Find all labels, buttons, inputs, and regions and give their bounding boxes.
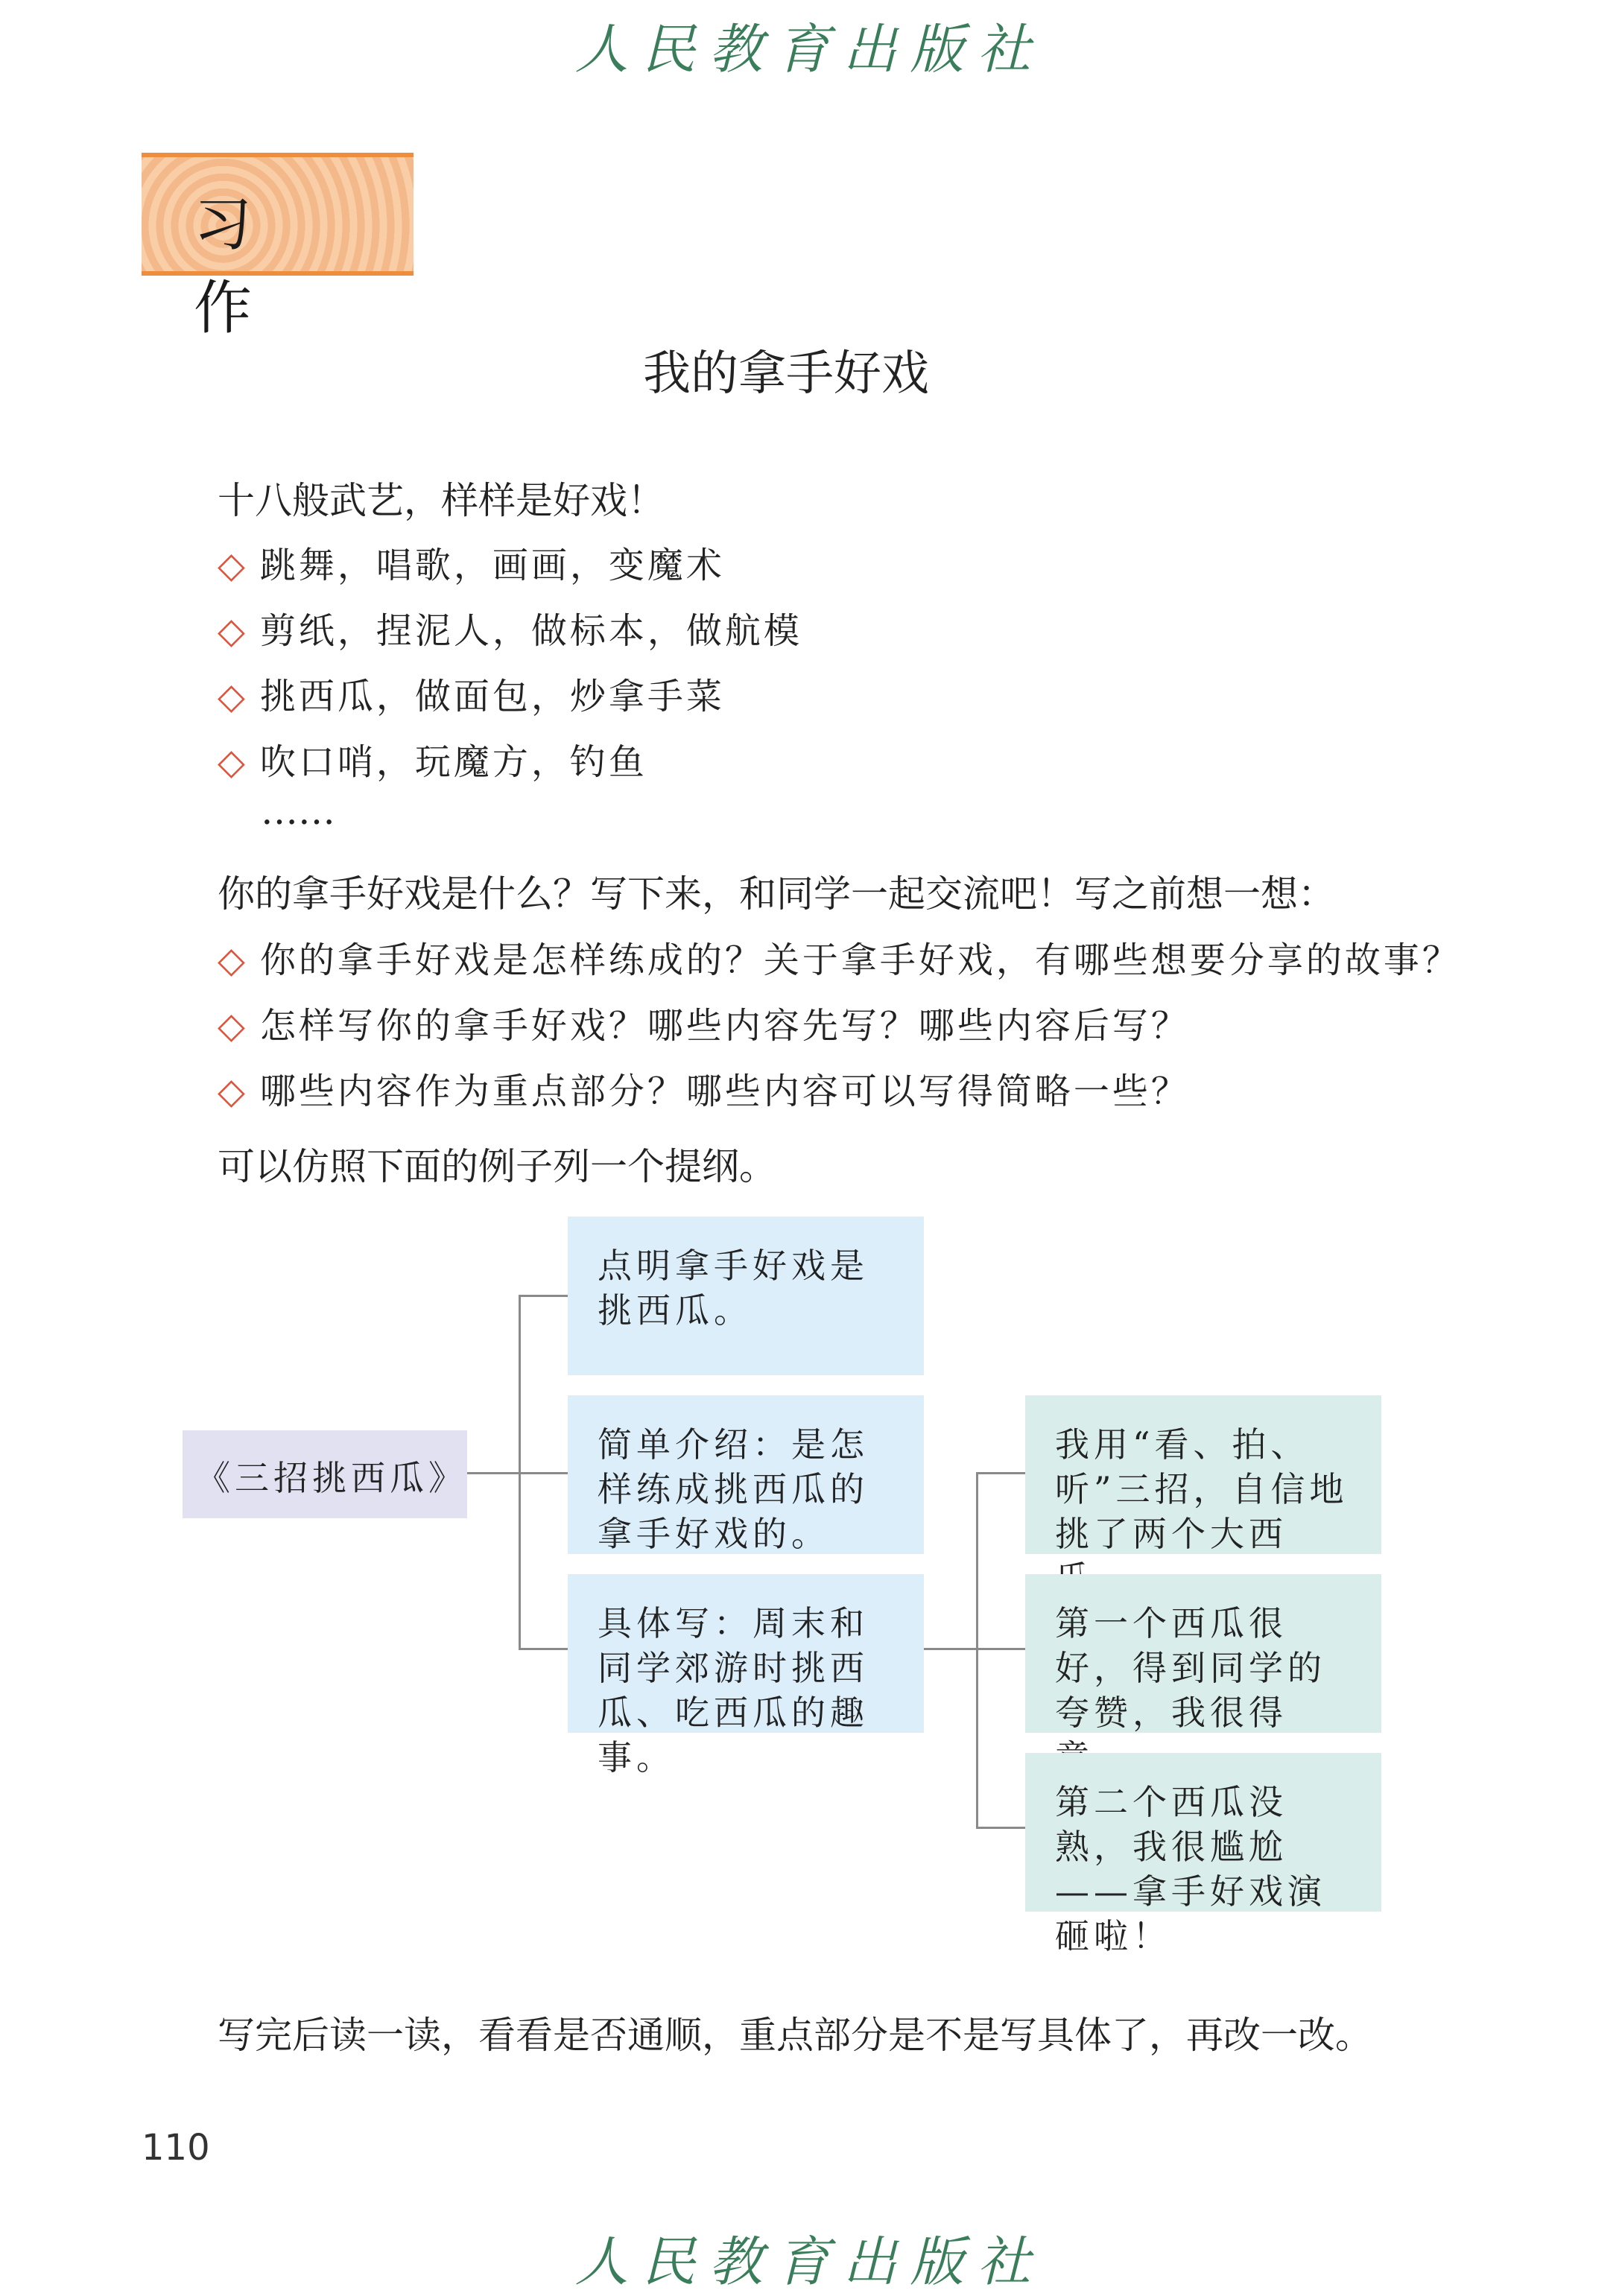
outline-level2-box: 第一个西瓜很好，得到同学的夸赞，我很得 xyxy=(1025,1574,1381,1733)
diamond-bullet-icon: ◇ xyxy=(218,1005,248,1047)
question-item: ◇ 你的拿手好戏是怎样练成的？关于拿手好戏，有哪些想要分享的故事？ xyxy=(218,939,1461,981)
intro-text: 十八般武艺，样样是好戏！ xyxy=(218,479,665,522)
outline-level2-box: 第二个西瓜没熟，我很尴尬——拿手好戏演砸啦！ xyxy=(1025,1753,1381,1912)
skill-item: ◇ 吹口哨，玩魔方，钓鱼 xyxy=(218,741,647,783)
outline-level1-box: 具体写：周末和同学郊游时挑西瓜、吃西瓜的趣事。 xyxy=(568,1574,924,1733)
question-item: ◇ 哪些内容作为重点部分？哪些内容可以写得简略一些？ xyxy=(218,1071,1190,1112)
diamond-bullet-icon: ◇ xyxy=(218,676,248,717)
header-publisher-logo: 人民教育出版社 xyxy=(574,18,1045,80)
connector-line xyxy=(519,1648,568,1650)
question-item: ◇ 怎样写你的拿手好戏？哪些内容先写？哪些内容后写？ xyxy=(218,1005,1190,1047)
section-label-text: 习 作 xyxy=(194,191,305,342)
skill-item: ◇ 挑西瓜，做面包，炒拿手菜 xyxy=(218,676,725,717)
connector-line xyxy=(976,1472,1025,1474)
prompt-text: 你的拿手好戏是什么？写下来，和同学一起交流吧！写之前想一想： xyxy=(218,872,1335,916)
connector-line xyxy=(519,1295,568,1297)
outline-level2-box: 我用“看、拍、听”三招，自信地挑了两个大西 xyxy=(1025,1395,1381,1554)
skill-item: ◇ 剪纸，捏泥人，做标本，做航模 xyxy=(218,610,802,652)
skill-item: ◇ 跳舞，唱歌，画画，变魔术 xyxy=(218,545,725,586)
outline-level1-box: 简单介绍：是怎样练成挑西瓜的拿手好戏的。 xyxy=(568,1395,924,1554)
outline-root-box: 《三招挑西瓜》 xyxy=(183,1430,467,1518)
connector-line xyxy=(976,1648,1025,1650)
diamond-bullet-icon: ◇ xyxy=(218,1071,248,1112)
diamond-bullet-icon: ◇ xyxy=(218,741,248,783)
section-label xyxy=(142,153,414,342)
footer-publisher-logo: 人民教育出版社 xyxy=(574,2230,1045,2293)
outline-level1-box: 点明拿手好戏是挑西瓜。 xyxy=(568,1217,924,1375)
connector-line xyxy=(976,1827,1025,1829)
connector-line xyxy=(924,1648,978,1650)
ellipsis: …… xyxy=(261,790,335,833)
page-number: 110 xyxy=(142,2127,210,2169)
diamond-bullet-icon: ◇ xyxy=(218,610,248,652)
connector-line xyxy=(465,1472,520,1474)
connector-line xyxy=(519,1472,568,1474)
page-title: 我的拿手好戏 xyxy=(643,346,929,402)
diamond-bullet-icon: ◇ xyxy=(218,939,248,981)
diamond-bullet-icon: ◇ xyxy=(218,545,248,586)
connector-line xyxy=(976,1472,978,1828)
outline-intro: 可以仿照下面的例子列一个提纲。 xyxy=(218,1145,776,1188)
closing-text: 写完后读一读，看看是否通顺，重点部分是不是写具体了，再改一改。 xyxy=(218,2014,1372,2057)
